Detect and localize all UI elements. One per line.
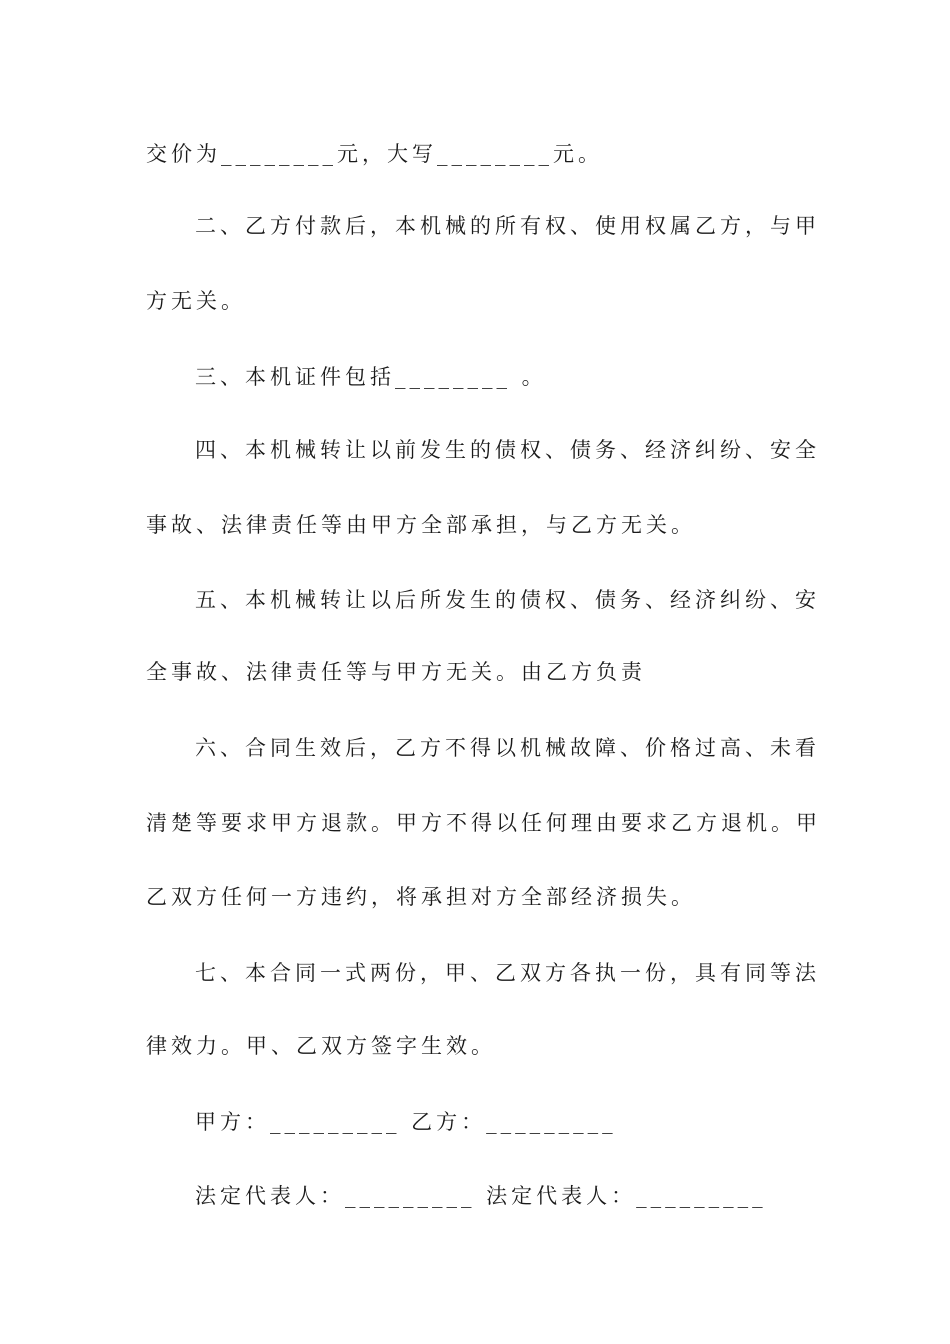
clause-2-line-2: 方无关。 [146, 289, 246, 313]
legal-representative-line: 法定代表人：_________ 法定代表人：_________ [195, 1184, 767, 1208]
clause-7-line-2: 律效力。甲、乙双方签字生效。 [146, 1034, 496, 1058]
price-clause-line: 交价为________元，大写________元。 [146, 142, 603, 166]
clause-4-line-1: 四、本机械转让以前发生的债权、债务、经济纠纷、安全 [195, 438, 820, 462]
clause-6-line-2: 清楚等要求甲方退款。甲方不得以任何理由要求乙方退机。甲 [146, 811, 821, 835]
clause-6-line-1: 六、合同生效后，乙方不得以机械故障、价格过高、未看 [195, 736, 820, 760]
clause-2-line-1: 二、乙方付款后，本机械的所有权、使用权属乙方，与甲 [195, 214, 820, 238]
clause-3-line: 三、本机证件包括________ 。 [195, 365, 547, 389]
clause-5-line-2: 全事故、法律责任等与甲方无关。由乙方负责 [146, 660, 646, 684]
clause-7-line-1: 七、本合同一式两份，甲、乙双方各执一份，具有同等法 [195, 961, 820, 985]
clause-4-line-2: 事故、法律责任等由甲方全部承担，与乙方无关。 [146, 513, 696, 537]
clause-5-line-1: 五、本机械转让以后所发生的债权、债务、经济纠纷、安 [195, 588, 820, 612]
party-signature-line: 甲方：_________ 乙方：_________ [195, 1110, 617, 1134]
clause-6-line-3: 乙双方任何一方违约，将承担对方全部经济损失。 [146, 885, 696, 909]
